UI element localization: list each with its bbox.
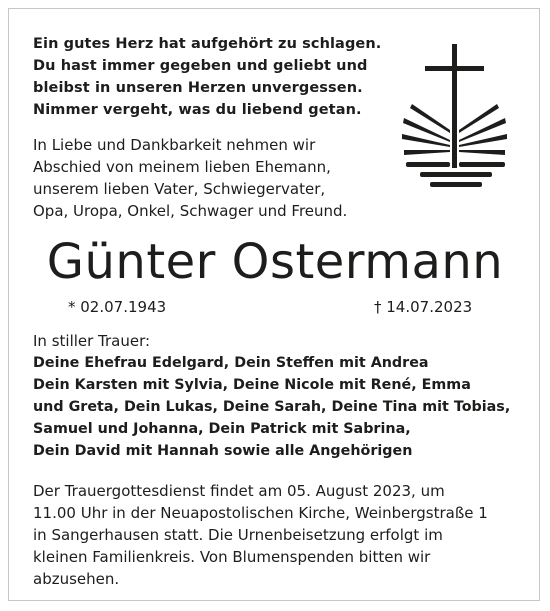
verse-line: Du hast immer gegeben und geliebt und [33,58,368,74]
mourners-line: Dein David mit Hannah sowie alle Angehörigen [33,443,413,459]
funeral-notice [33,480,523,590]
funeral-line: in Sangerhausen statt. Die Urnenbeisetzung erfolgt im [33,526,443,544]
intro-text [33,134,403,222]
death-date: † 14.07.2023 [374,298,473,316]
deceased-name: Günter Ostermann [46,234,504,290]
intro-line: In Liebe und Dankbarkeit nehmen wir [33,136,316,154]
mourners-line: Samuel und Johanna, Dein Patrick mit Sabrina, [33,421,411,437]
funeral-line: kleinen Familienkreis. Von Blumenspenden bitten wir [33,548,431,566]
cross-sunrise-icon [398,44,520,192]
mourners-line: Dein Karsten mit Sylvia, Deine Nicole mit René, Emma [33,377,471,393]
verse-line: Ein gutes Herz hat aufgehört zu schlagen. [33,36,382,52]
birth-date: * 02.07.1943 [68,298,167,316]
mourners-line: Deine Ehefrau Edelgard, Dein Steffen mit Andrea [33,355,429,371]
mourners [33,330,523,462]
verse [33,33,403,121]
mourners-label: In stiller Trauer: [33,332,151,350]
mourners-line: und Greta, Dein Lukas, Deine Sarah, Deine Tina mit Tobias, [33,399,511,415]
funeral-line: Der Trauergottesdienst findet am 05. August 2023, um [33,482,445,500]
funeral-line: abzusehen. [33,570,120,588]
intro-line: Abschied von meinem lieben Ehemann, [33,158,331,176]
intro-line: Opa, Uropa, Onkel, Schwager und Freund. [33,202,348,220]
verse-line: Nimmer vergeht, was du liebend getan. [33,102,362,118]
intro-line: unserem lieben Vater, Schwiegervater, [33,180,326,198]
funeral-line: 11.00 Uhr in der Neuapostolischen Kirche, Weinbergstraße 1 [33,504,488,522]
verse-line: bleibst in unseren Herzen unvergessen. [33,80,363,96]
